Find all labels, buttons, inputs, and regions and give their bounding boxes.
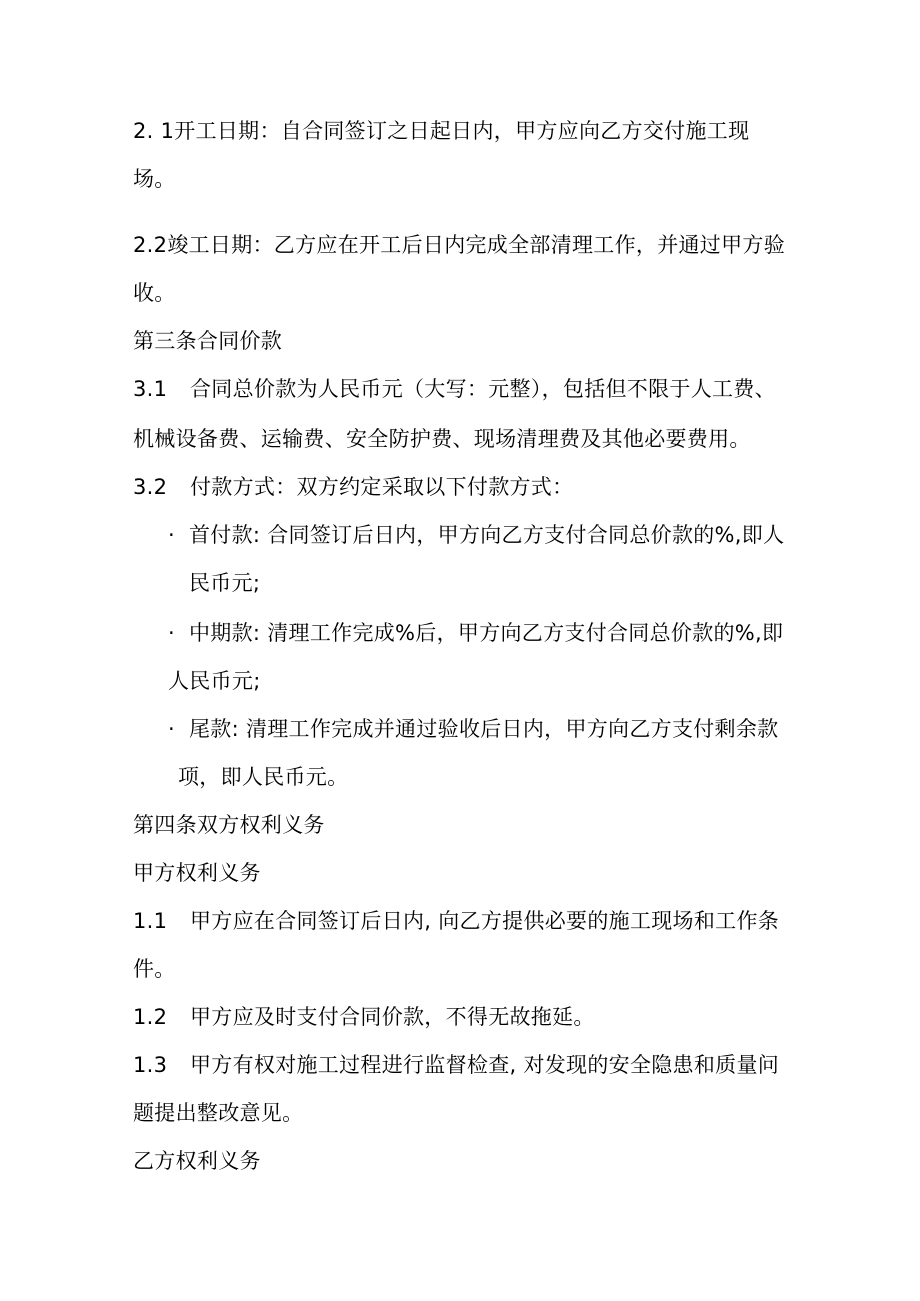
- payment-item-1-line-1: 首付款: 合同签订后日内，甲方向乙方支付合同总价款的%,即人: [189, 523, 785, 547]
- clause-text: 甲方应及时支付合同价款，不得无故拖延。: [190, 1005, 595, 1029]
- clause-text: 合同总价款为人民币元（大写：元整），包括但不限于人工费、: [190, 377, 776, 401]
- clause-number: 1.3: [133, 1053, 168, 1077]
- payment-item-2-line-1: 中期款: 清理工作完成%后，甲方向乙方支付合同总价款的%,即: [189, 621, 784, 645]
- clause-2-2-line-2: 收。: [133, 281, 176, 305]
- clause-number: 2. 1: [133, 119, 175, 143]
- payment-item-2-line-2: 人民币元;: [168, 669, 261, 693]
- clause-number: 3.2: [133, 475, 168, 499]
- bullet-icon: ·: [168, 523, 175, 547]
- article-3-title: 第三条合同价款: [133, 329, 283, 353]
- clause-text: 竣工日期：乙方应在开工后日内完成全部清理工作，并通过甲方验: [167, 233, 786, 257]
- clause-2-1-line-2: 场。: [133, 167, 176, 191]
- payment-item-1-line-2: 民币元;: [189, 571, 261, 595]
- party-a-section-title: 甲方权利义务: [133, 861, 261, 885]
- clause-text: 甲方应在合同签订后日内, 向乙方提供必要的施工现场和工作条: [190, 909, 780, 933]
- clause-1-2: [133, 1002, 595, 1032]
- clause-number: 3.1: [133, 377, 168, 401]
- clause-3-1-line-2: 机械设备费、运输费、安全防护费、现场清理费及其他必要费用。: [133, 427, 751, 451]
- clause-3-2: [133, 472, 573, 502]
- clause-text: 开工日期：自合同签订之日起日内，甲方应向乙方交付施工现: [174, 119, 750, 143]
- clause-1-3-line-2: 题提出整改意见。: [133, 1101, 304, 1125]
- clause-3-1-line-1: [133, 374, 776, 404]
- clause-2-2-line-1: [133, 230, 785, 260]
- party-b-section-title: 乙方权利义务: [133, 1149, 261, 1173]
- payment-item-3-line-2: 项，即人民币元。: [178, 765, 349, 789]
- bullet-icon: ·: [168, 621, 175, 645]
- clause-number: 1.1: [133, 909, 168, 933]
- clause-text: 付款方式：双方约定采取以下付款方式：: [190, 475, 574, 499]
- clause-1-1-line-2: 件。: [133, 957, 176, 981]
- clause-2-1-line-1: [133, 116, 749, 146]
- clause-number: 1.2: [133, 1005, 168, 1029]
- clause-text: 甲方有权对施工过程进行监督检查, 对发现的安全隐患和质量问: [190, 1053, 780, 1077]
- clause-1-1-line-1: [133, 906, 779, 936]
- bullet-icon: ·: [168, 717, 175, 741]
- payment-item-3-line-1: 尾款: 清理工作完成并通过验收后日内，甲方向乙方支付剩余款: [189, 717, 779, 741]
- clause-number: 2.2: [133, 233, 168, 257]
- article-4-title: 第四条双方权利义务: [133, 813, 325, 837]
- clause-1-3-line-1: [133, 1050, 779, 1080]
